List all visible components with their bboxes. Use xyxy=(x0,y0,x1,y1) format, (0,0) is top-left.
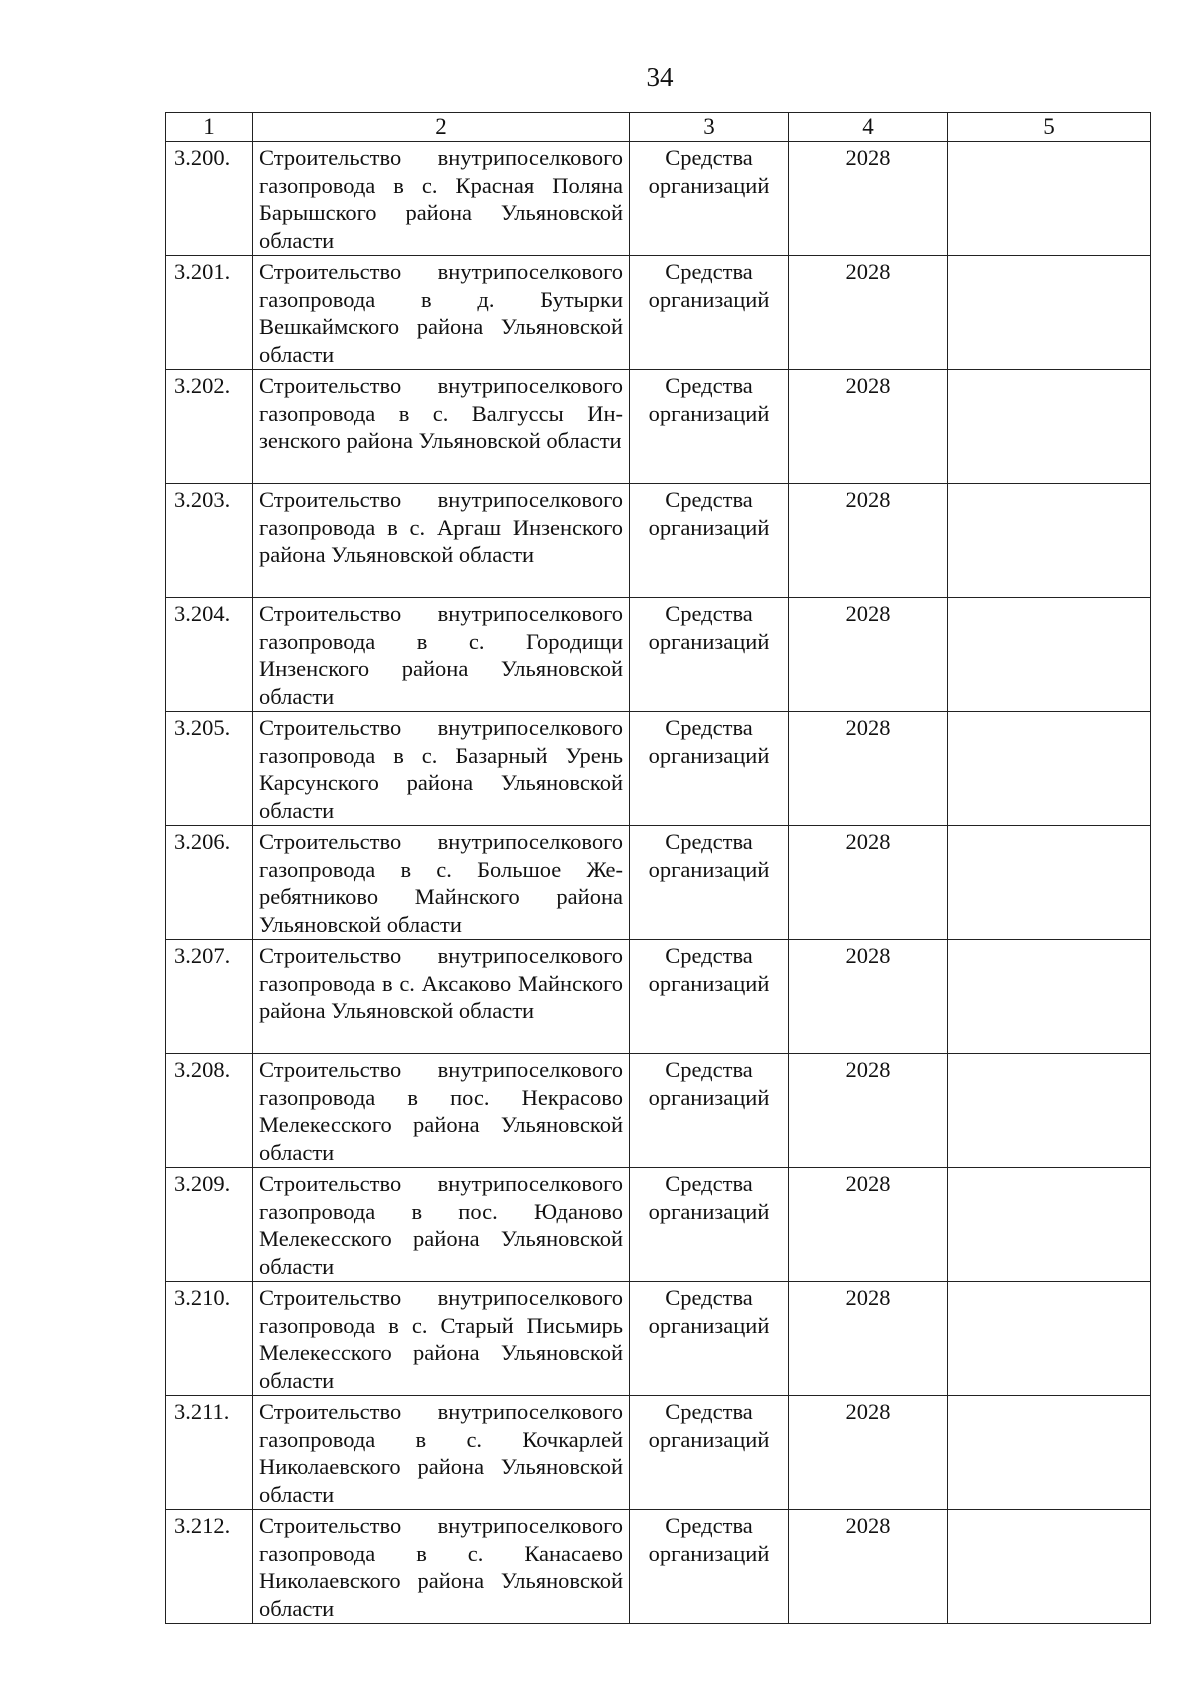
note-cell xyxy=(948,370,1151,484)
column-header-1: 1 xyxy=(166,113,253,142)
description-cell: Строительство внутрипоселкового газопровода в с. Городищи Инзенского района Ульяновской области xyxy=(253,598,630,712)
description-cell: Строительство внутрипоселкового газопровода в д. Бутырки Вешкаймского района Ульяновской области xyxy=(253,256,630,370)
description-cell: Строительство внутрипоселкового газопровода в пос. Юданово Мелекесского района Ульяновской области xyxy=(253,1168,630,1282)
note-cell xyxy=(948,1282,1151,1396)
note-cell xyxy=(948,940,1151,1054)
funding-source-cell: Средства организаций xyxy=(630,484,789,598)
description-cell: Строительство внутрипоселкового газопровода в с. Красная Поляна Барышского района Ульяновской области xyxy=(253,142,630,256)
funding-source-cell: Средства организаций xyxy=(630,1396,789,1510)
description-cell: Строительство внутрипоселкового газопровода в с. Валгуссы Инзенского района Ульяновской области xyxy=(253,370,630,484)
table-row xyxy=(166,256,1151,370)
row-number-cell: 3.207. xyxy=(166,940,253,1054)
note-cell xyxy=(948,1168,1151,1282)
row-number-cell: 3.202. xyxy=(166,370,253,484)
table-row xyxy=(166,1282,1151,1396)
description-cell: Строительство внутрипоселкового газопровода в с. Большое Жеребятниково Майнского района Ульяновской области xyxy=(253,826,630,940)
year-cell: 2028 xyxy=(789,484,948,598)
year-cell: 2028 xyxy=(789,826,948,940)
description-cell: Строительство внутрипоселкового газопровода в с. Кочкарлей Николаевского района Ульяновской области xyxy=(253,1396,630,1510)
row-number-cell: 3.200. xyxy=(166,142,253,256)
note-cell xyxy=(948,826,1151,940)
year-cell: 2028 xyxy=(789,598,948,712)
note-cell xyxy=(948,1396,1151,1510)
funding-source-cell: Средства организаций xyxy=(630,1282,789,1396)
year-cell: 2028 xyxy=(789,1282,948,1396)
column-header-4: 4 xyxy=(789,113,948,142)
note-cell xyxy=(948,484,1151,598)
table-row xyxy=(166,1510,1151,1624)
table-row xyxy=(166,142,1151,256)
funding-source-cell: Средства организаций xyxy=(630,940,789,1054)
description-cell: Строительство внутрипоселкового газопровода в с. Старый Письмирь Мелекесского района Ульяновской области xyxy=(253,1282,630,1396)
funding-source-cell: Средства организаций xyxy=(630,1054,789,1168)
table-row xyxy=(166,1396,1151,1510)
year-cell: 2028 xyxy=(789,1396,948,1510)
table-row xyxy=(166,1054,1151,1168)
funding-source-cell: Средства организаций xyxy=(630,1510,789,1624)
table-row xyxy=(166,826,1151,940)
year-cell: 2028 xyxy=(789,1054,948,1168)
note-cell xyxy=(948,598,1151,712)
note-cell xyxy=(948,1054,1151,1168)
year-cell: 2028 xyxy=(789,1168,948,1282)
row-number-cell: 3.211. xyxy=(166,1396,253,1510)
funding-source-cell: Средства организаций xyxy=(630,1168,789,1282)
note-cell xyxy=(948,712,1151,826)
year-cell: 2028 xyxy=(789,940,948,1054)
description-cell: Строительство внутрипоселкового газопровода в пос. Некрасово Мелекесского района Ульяновской области xyxy=(253,1054,630,1168)
year-cell: 2028 xyxy=(789,712,948,826)
funding-source-cell: Средства организаций xyxy=(630,712,789,826)
row-number-cell: 3.210. xyxy=(166,1282,253,1396)
description-cell: Строительство внутрипоселкового газопровода в с. Базарный Урень Карсунского района Ульяновской области xyxy=(253,712,630,826)
table-row xyxy=(166,712,1151,826)
column-header-3: 3 xyxy=(630,113,789,142)
table-row xyxy=(166,484,1151,598)
description-cell: Строительство внутрипоселкового газопровода в с. Аргаш Инзенского района Ульяновской области xyxy=(253,484,630,598)
row-number-cell: 3.204. xyxy=(166,598,253,712)
row-number-cell: 3.203. xyxy=(166,484,253,598)
year-cell: 2028 xyxy=(789,142,948,256)
page-number: 34 xyxy=(646,62,674,92)
year-cell: 2028 xyxy=(789,1510,948,1624)
funding-source-cell: Средства организаций xyxy=(630,370,789,484)
table-header xyxy=(166,113,1151,142)
row-number-cell: 3.201. xyxy=(166,256,253,370)
row-number-cell: 3.208. xyxy=(166,1054,253,1168)
program-table-container xyxy=(165,112,1150,1624)
row-number-cell: 3.209. xyxy=(166,1168,253,1282)
description-cell: Строительство внутрипоселкового газопровода в с. Канасаево Николаевского района Ульяновской области xyxy=(253,1510,630,1624)
table-row xyxy=(166,1168,1151,1282)
column-header-5: 5 xyxy=(948,113,1151,142)
table-row xyxy=(166,940,1151,1054)
funding-source-cell: Средства организаций xyxy=(630,826,789,940)
row-number-cell: 3.206. xyxy=(166,826,253,940)
header-row xyxy=(166,113,1151,142)
funding-source-cell: Средства организаций xyxy=(630,256,789,370)
note-cell xyxy=(948,256,1151,370)
description-cell: Строительство внутрипоселкового газопровода в с. Аксаково Майнского района Ульяновской области xyxy=(253,940,630,1054)
table-row xyxy=(166,598,1151,712)
row-number-cell: 3.205. xyxy=(166,712,253,826)
funding-source-cell: Средства организаций xyxy=(630,142,789,256)
program-table xyxy=(165,112,1151,1624)
column-header-2: 2 xyxy=(253,113,630,142)
note-cell xyxy=(948,1510,1151,1624)
funding-source-cell: Средства организаций xyxy=(630,598,789,712)
year-cell: 2028 xyxy=(789,370,948,484)
table-row xyxy=(166,370,1151,484)
row-number-cell: 3.212. xyxy=(166,1510,253,1624)
table-body xyxy=(166,142,1151,1624)
note-cell xyxy=(948,142,1151,256)
year-cell: 2028 xyxy=(789,256,948,370)
